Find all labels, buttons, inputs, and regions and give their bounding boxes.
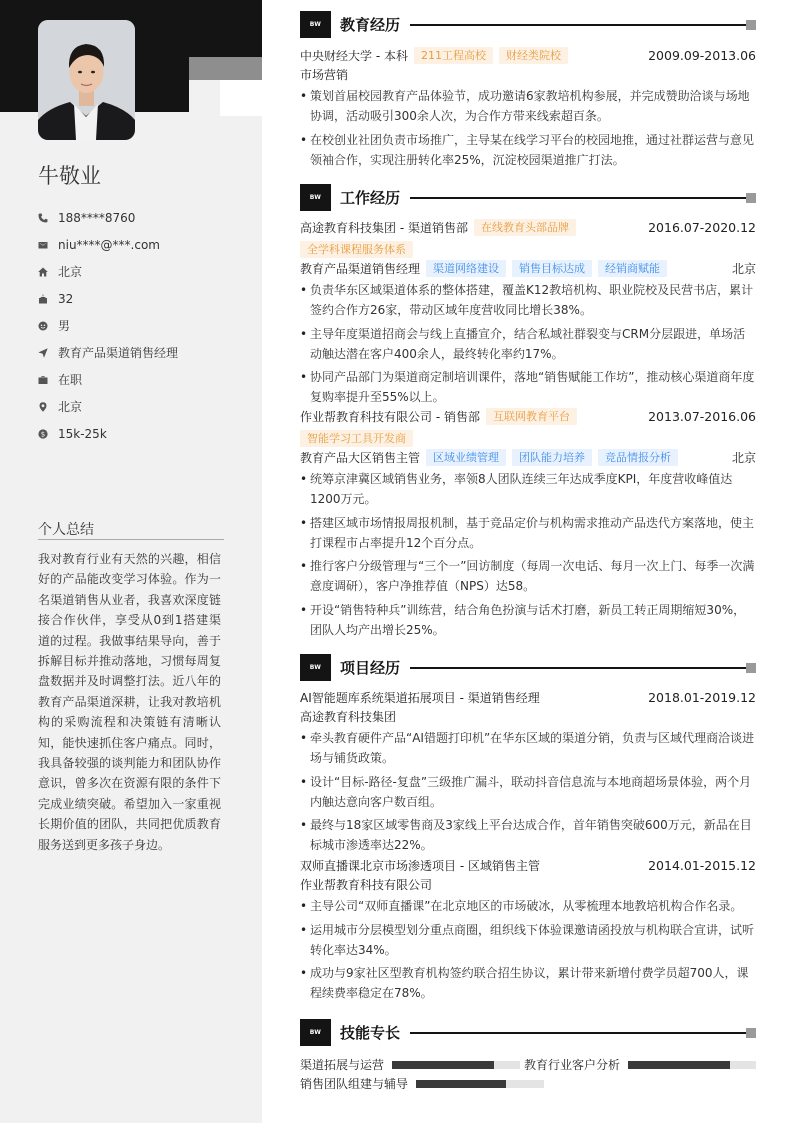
hometown: 北京 [58,265,83,279]
bullet-item: • 负责华东区域渠道体系的整体搭建，覆盖K12教培机构、职业院校及民营书店，累计签约合作方26家，带动区域年度营收同比增长38%。 [300,280,756,320]
skill-tag: 经销商赋能 [598,260,667,277]
education-date: 2009.09-2013.06 [648,48,756,63]
project-name: 双师直播课北京市场渗透项目 - 区域销售主管 [300,859,540,873]
position-row [300,259,756,278]
section-square [746,1028,756,1038]
project-entry [300,688,756,859]
project-org-row [300,875,756,894]
project-bullets [300,728,756,855]
skill-level-bar [416,1080,544,1088]
bullet-item: • 设计“目标-路径-复盘”三级推广漏斗，联动抖音信息流与本地商超场景体验，两个月内触达意向客户数百组。 [300,772,756,812]
project-header-row [300,688,756,707]
bullet-item: • 牵头教育硬件产品“AI错题打印机”在华东区域的渠道分销，负责与区域代理商洽谈进场与铺货政策。 [300,728,756,768]
briefcase-icon [38,375,48,385]
position-title: 教育产品大区销售主管 [300,451,421,465]
projects-title: 项目经历 [340,659,401,677]
info-age [38,285,178,312]
skill-tag: 销售目标达成 [512,260,592,277]
info-gender [38,312,178,339]
info-job-status [38,366,178,393]
projects-section-header [300,654,756,681]
education-header-left [300,47,568,64]
position-title: 教育产品渠道销售经理 [300,262,421,276]
mail-icon [38,240,48,250]
expected-salary: 15k-25k [58,426,107,441]
target-position: 教育产品渠道销售经理 [58,346,179,360]
bullet-item: • 最终与18家区域零售商及3家线上平台达成合作，首年销售突破600万元，新品在目标城市渗透率达22%。 [300,815,756,855]
school-name: 中央财经大学 - 本科 [300,49,408,63]
section-badge: BW [300,654,331,681]
company-tag-line [300,429,756,448]
project-org: 高途教育科技集团 [300,710,397,724]
info-hometown [38,258,178,285]
bullet-item: • 开设“销售特种兵”训练营，结合角色扮演与话术打磨，新员工转正周期缩短30%，团队人均产出增长25%。 [300,600,756,640]
school-tag: 财经类院校 [499,47,568,64]
section-square [746,20,756,30]
section-square [746,663,756,673]
skill-tag: 区域业绩管理 [426,449,506,466]
skills-section-header [300,1019,756,1046]
skill-level-bar [628,1061,756,1069]
decor-block [220,80,262,116]
skill-tag: 渠道网络建设 [426,260,506,277]
info-target-position [38,339,178,366]
major: 市场营销 [300,68,349,82]
bullet-item: • 统筹京津冀区域销售业务，率领8人团队连续三年达成季度KPI，年度营收峰值达1200万元。 [300,469,756,509]
section-square [746,193,756,203]
work-entry [300,218,756,411]
work-entry [300,407,756,643]
work-city: 北京 [731,262,756,276]
skill-tag: 团队能力培养 [512,449,592,466]
bullet-item: • 搭建区域市场情报周报机制，基于竞品定价与机构需求推动产品迭代方案落地，使主打课程市占率提升12个百分点。 [300,513,756,553]
section-rule [410,1032,746,1034]
work-section-header [300,184,756,211]
cake-icon [38,294,48,304]
skill-item [300,1056,520,1073]
bullet-item: • 运用城市分层模型划分重点商圈，组织线下体验课邀请函投放与机构联合宣讲，试听转化率达34%。 [300,920,756,960]
work-header-left [300,408,577,425]
project-bullets [300,896,756,1003]
work-header-row [300,407,756,426]
info-salary [38,420,178,447]
section-badge: BW [300,1019,331,1046]
info-target-city [38,393,178,420]
bullet-item: • 策划首届校园教育产品体验节，成功邀请6家教培机构参展，并完成赞助洽谈与场地协调，活动吸引300余人次，为合作方带来线索超百条。 [300,86,756,126]
position-left [300,260,667,277]
bullet-item: • 在校创业社团负责市场推广，主导某在线学习平台的校园地推，通过社群运营与意见领袖合作，实现注册转化率25%，沉淀校园渠道推广打法。 [300,130,756,170]
skill-label: 教育行业客户分析 [523,1058,620,1072]
gender: 男 [58,319,71,333]
target-city: 北京 [58,400,83,414]
skill-item [300,1075,544,1092]
work-city: 北京 [731,451,756,465]
company-tag-line [300,240,756,259]
bullet-item: • 协同产品部门为渠道商定制培训课件，落地“销售赋能工作坊”，推动核心渠道商年度复购率提升至55%以上。 [300,367,756,407]
home-icon [38,267,48,277]
education-section-header [300,11,756,38]
salary-icon [38,429,48,439]
skills-title: 技能专长 [340,1024,401,1042]
education-major-row [300,65,756,84]
company-name: 高途教育科技集团 - 渠道销售部 [300,221,468,235]
school-tag: 211工程高校 [414,47,493,64]
bullet-item: • 成功与9家社区型教育机构签约联合招生协议，累计带来新增付费学员超700人，课程续费率稳定在78%。 [300,963,756,1003]
skill-label: 渠道拓展与运营 [300,1058,385,1072]
company-name: 作业帮教育科技有限公司 - 销售部 [300,410,480,424]
skill-level-fill [392,1061,494,1069]
section-rule [410,197,746,199]
project-entry [300,856,756,1007]
project-org: 作业帮教育科技有限公司 [300,878,433,892]
section-rule [410,24,746,26]
skill-level-bar [392,1061,520,1069]
education-title: 教育经历 [340,16,401,34]
skill-item [524,1056,756,1073]
position-left [300,449,678,466]
education-header-row [300,46,756,65]
phone-number: 188****8760 [58,210,136,225]
age: 32 [58,291,74,306]
info-email [38,231,178,258]
section-badge: BW [300,184,331,211]
company-tag: 智能学习工具开发商 [300,430,413,447]
profile-photo [38,20,135,140]
bullet-item: • 推行客户分级管理与“三个一”回访制度（每周一次电话、每月一次上门、每季一次满意度调研），客户净推荐值（NPS）达58。 [300,556,756,596]
project-date: 2018.01-2019.12 [648,690,756,705]
gender-icon [38,321,48,331]
work-date: 2013.07-2016.06 [648,409,756,424]
summary-text: 我对教育行业有天然的兴趣，相信好的产品能改变学习体验。作为一名渠道销售从业者，我喜欢深度链接合作伙伴，享受从0到1搭建渠道的过程。我做事结果导向，善于拆解目标并推动落地，习惯每周复盘数据并及时调整打法。近八年的教育产品渠道深耕，让我对教培机构的采购流程和决策链有清晰认知，能快速抓住客户痛点。同时，我具备较强的谈判能力和团队协作意识，曾多次在资源有限的条件下完成业绩突破。希望加入一家重视长期价值的团队，共同把优质教育服务送到更多孩子身边。 [38,552,221,852]
candidate-name: 牛敬业 [38,164,101,188]
education-entry [300,46,756,173]
project-name: AI智能题库系统渠道拓展项目 - 渠道销售经理 [300,691,540,705]
info-phone [38,204,178,231]
work-bullets [300,469,756,640]
summary-divider [38,539,224,540]
skills-list [300,1055,756,1093]
work-bullets [300,280,756,407]
company-tag: 全学科课程服务体系 [300,241,413,258]
bullet-item: • 主导公司“双师直播课”在北京地区的市场破冰，从零梳理本地教培机构合作名录。 [300,896,756,916]
work-header-left [300,219,576,236]
section-rule [410,667,746,669]
job-status: 在职 [58,373,83,387]
location-pin-icon [38,402,48,412]
work-header-row [300,218,756,237]
position-row [300,448,756,467]
skill-row [300,1055,756,1074]
project-date: 2014.01-2015.12 [648,858,756,873]
contact-info-list [38,204,178,447]
send-icon [38,348,48,358]
work-date: 2016.07-2020.12 [648,220,756,235]
project-org-row [300,707,756,726]
company-tag: 在线教育头部品牌 [474,219,576,236]
company-tag: 互联网教育平台 [486,408,577,425]
phone-icon [38,213,48,223]
bullet-item: • 主导年度渠道招商会与线上直播宣介，结合私域社群裂变与CRM分层跟进，单场活动触达潜在客户400余人，最终转化率约17%。 [300,324,756,364]
education-bullets [300,86,756,170]
project-header-row [300,856,756,875]
skill-tag: 竞品情报分析 [598,449,678,466]
skill-label: 销售团队组建与辅导 [300,1077,409,1091]
section-badge: BW [300,11,331,38]
sidebar [0,0,262,1123]
skill-level-fill [416,1080,506,1088]
skill-level-fill [628,1061,730,1069]
decor-block [189,57,262,80]
skill-row [300,1074,756,1093]
summary-title: 个人总结 [38,522,94,538]
email-address: niu****@***.com [58,237,160,252]
work-title: 工作经历 [340,189,401,207]
svg-text:$: $ [40,429,46,438]
